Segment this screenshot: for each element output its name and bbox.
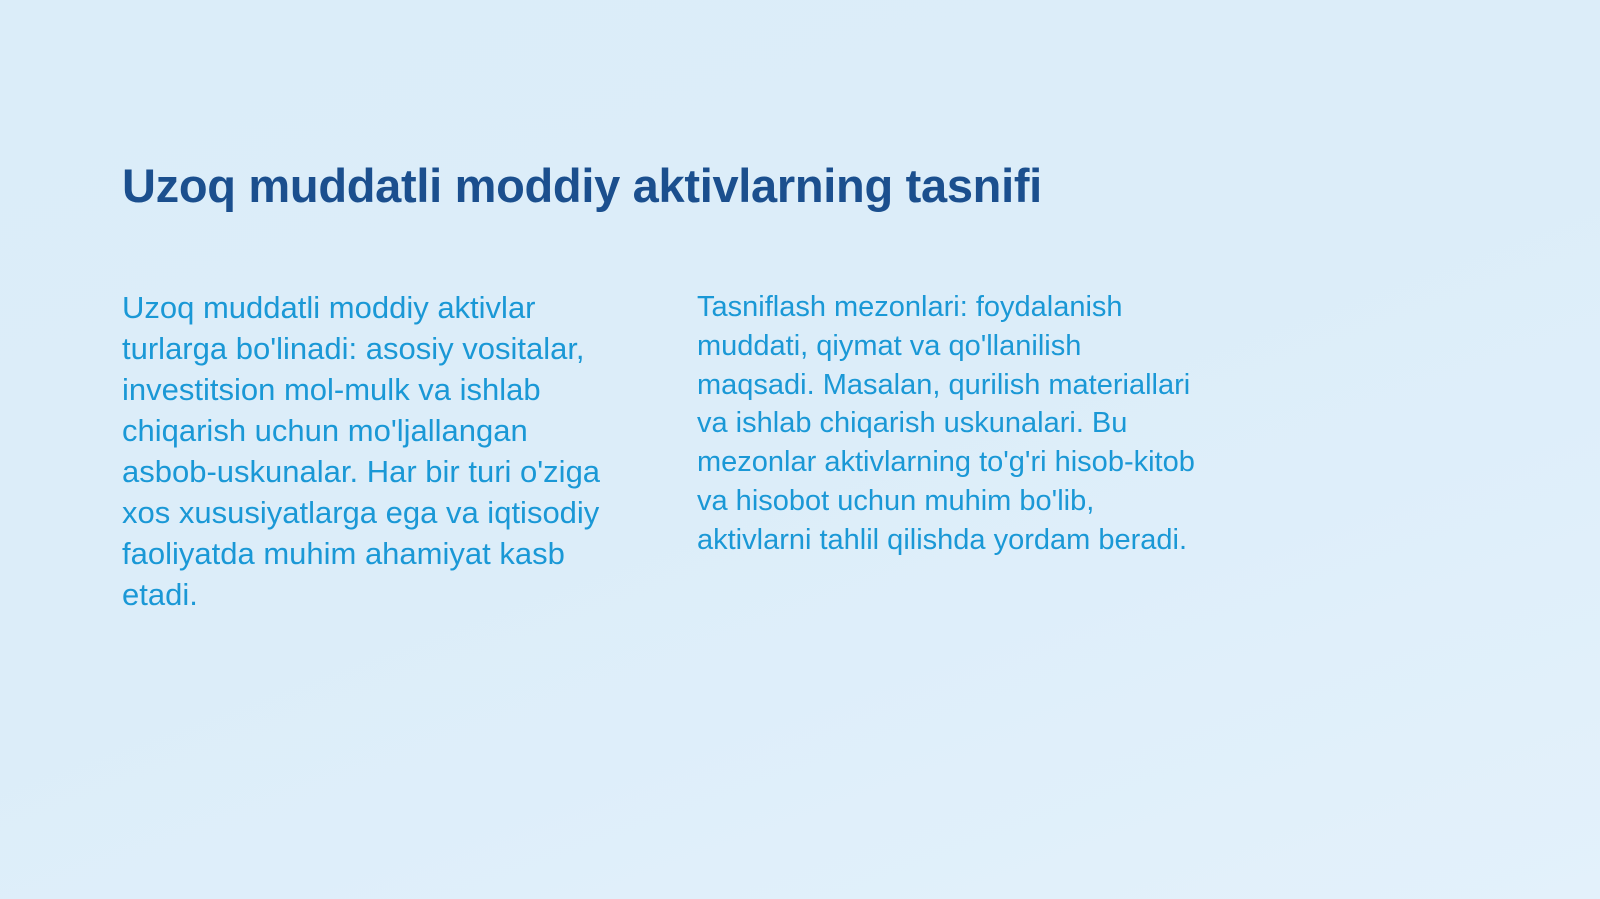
slide-title: Uzoq muddatli moddiy aktivlarning tasnifi	[122, 159, 1042, 212]
left-text-block: Uzoq muddatli moddiy aktivlar turlarga bo'linadi: asosiy vositalar, investitsion mol-mulk va ishlab chiqarish uchun mo'ljallangan asbob-uskunalar. Har bir turi o'ziga xos xususiyatlarga ega va iqtisodiy faoliyatda muhim ahamiyat kasb etadi.	[122, 290, 601, 612]
right-text-block: Tasniflash mezonlari: foydalanish muddati, qiymat va qo'llanilish maqsadi. Masalan, qurilish materiallari va ishlab chiqarish uskunalari. Bu mezonlar aktivlarning to'g'ri hisob-kitob va hisobot uchun muhim bo'lib, aktivlarni tahlil qilishda yordam beradi.	[697, 291, 1195, 556]
